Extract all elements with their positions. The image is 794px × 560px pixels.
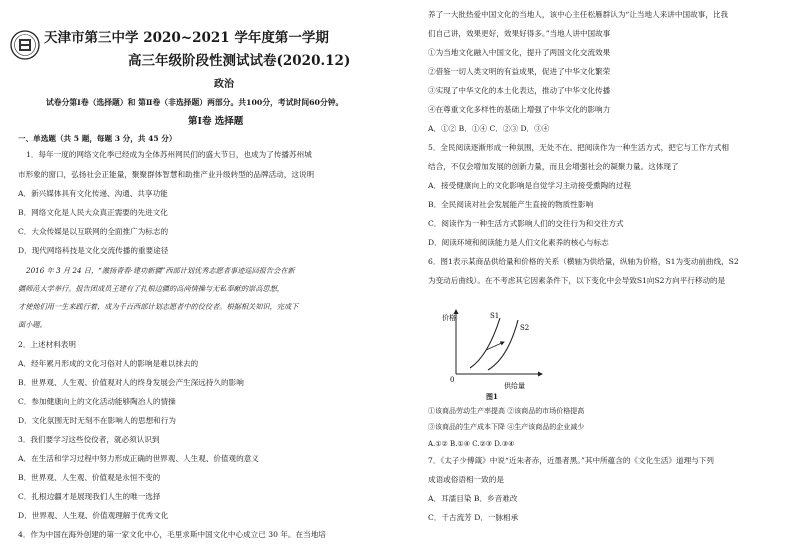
option-line: ③该商品的生产成本下降 ④生产该商品的企业减少 bbox=[428, 423, 585, 431]
figure-caption: 图1 bbox=[486, 392, 498, 401]
option-line: ①该商品劳动生产率提高 ②该商品的市场价格提高 bbox=[428, 407, 585, 415]
option-line: D．现代网络科技是文化交流传播的重要途径 bbox=[18, 246, 169, 255]
question-line: 6．图1表示某商品供给量和价格的关系（横轴为供给量，纵轴为价格，S1为变动前曲线，S2 bbox=[428, 257, 739, 266]
option-line: C．阅读作为一种生活方式影响人们的交往行为和交往方式 bbox=[428, 219, 624, 228]
option-line: C．扎根边疆才是展现我们人生的唯一选择 bbox=[18, 492, 161, 501]
material-line: 才使他们用一生来践行着，成为千百西部计划志愿者中的佼佼者。根据相关知识，完成下 bbox=[18, 302, 299, 311]
y-axis-label: 价格 bbox=[442, 314, 456, 322]
option-line: A．经年累月形成的文化习俗对人的影响是难以抹去的 bbox=[18, 359, 199, 368]
option-line: B．网络文化是人民大众真正需要的先进文化 bbox=[18, 208, 168, 217]
option-line: ③实现了中华文化的本土化表达，推动了中华文化传播 bbox=[428, 86, 611, 95]
question-line: 2．上述材料表明 bbox=[18, 340, 76, 349]
exam-title: 高三年级阶段性测试试卷(2020.12) bbox=[128, 53, 351, 69]
option-line: C．参加健康向上的文化活动能够陶冶人的情操 bbox=[18, 397, 176, 406]
answer-choices: A．①② B．①④ C．②③ D．③④ bbox=[428, 124, 550, 133]
option-line: A．新兴媒体具有文化传递、沟通、共享功能 bbox=[18, 189, 168, 198]
question-line: 结合，不仅会增加发展的创新力量，而且会增强社会的凝聚力量。这体现了 bbox=[428, 162, 679, 171]
option-line: C．千古流芳 D．一脉相承 bbox=[428, 513, 519, 522]
option-line: D．世界观、人生观、价值观理解于优秀文化 bbox=[18, 511, 169, 520]
question-line: 1．每年一度的网络文化季已经成为全体苏州网民们的盛大节日，也成为了传播苏州城 bbox=[26, 150, 312, 159]
material-line: 2016 年 3 月 24 日，“激扬青春·建功新疆”西部计划优秀志愿者事迹巡回报告会在新 bbox=[26, 266, 295, 275]
section-heading: 第Ⅰ卷 选择题 bbox=[188, 116, 244, 127]
s1-curve bbox=[470, 318, 500, 368]
option-line: ①为当地文化融入中国文化，提升了两国文化交流效果 bbox=[428, 48, 611, 57]
option-line: B．世界观、人生观、价值观是永恒不变的 bbox=[18, 473, 161, 482]
supply-curve-figure bbox=[442, 304, 547, 394]
material-line: 面小题。 bbox=[18, 320, 47, 329]
option-line: D．文化氛围无时无刻不在影响人的思想和行为 bbox=[18, 416, 176, 425]
question-line: 3．我们要学习这些佼佼者，就必须认识到 bbox=[18, 435, 160, 444]
answer-choices: A.①② B.①④ C.②③ D.③④ bbox=[428, 440, 515, 448]
s2-curve bbox=[488, 320, 518, 370]
option-line: A．接受健康向上的文化影响是自觉学习主动接受熏陶的过程 bbox=[428, 181, 631, 190]
question-line: 5．全民阅读逐渐形成一种氛围，无处不在。把阅读作为一种生活方式，把它与工作方式相 bbox=[428, 143, 729, 152]
option-line: ④在尊重文化多样性的基础上增强了中华文化的影响力 bbox=[428, 105, 611, 114]
part-heading: 一、单选题（共 5 题，每题 3 分，共 45 分） bbox=[18, 134, 177, 143]
option-line: C．大众传媒是以互联网的全面推广为标志的 bbox=[18, 227, 169, 236]
school-seal-logo bbox=[10, 30, 40, 60]
option-line: B．世界观、人生观、价值观对人的终身发展会产生深远持久的影响 bbox=[18, 378, 244, 387]
material-line: 疆师范大学举行。报告团成员王建有了扎根边疆的高尚情操与无私奉献的崇高思想， bbox=[18, 284, 284, 293]
exam-info: 试卷分第Ⅰ卷（选择题）和 第Ⅱ卷（非选择题）两部分。共100分，考试时间60分钟。 bbox=[46, 98, 344, 107]
question-line: 们自己讲，效果更好，效果好得多。”当地人讲中国故事 bbox=[428, 29, 611, 38]
question-line: 4．作为中国在海外创建的第一家文化中心，毛里求斯中国文化中心成立已 30 年。在当地培 bbox=[18, 530, 326, 539]
question-line: 为变动后曲线）。在不考虑其它因素条件下，以下变化中会导致S1向S2方向平行移动的是 bbox=[428, 276, 726, 285]
question-line: 养了一大批热爱中国文化的当地人，该中心主任松雁群认为“让当地人来讲中国故事，比我 bbox=[428, 10, 729, 19]
origin-label: 0 bbox=[450, 376, 455, 384]
option-line: A．在生活和学习过程中努力形成正确的世界观、人生观、价值观的意义 bbox=[18, 454, 259, 463]
school-title: 天津市第三中学 2020~2021 学年度第一学期 bbox=[44, 30, 329, 46]
question-line: 7．《太子少傅箴》中说“近朱者赤，近墨者黑。”其中所蕴含的《文化生活》道理与下列 bbox=[428, 456, 714, 465]
option-line: D．阅读环境和阅读能力是人们文化素养的核心与标志 bbox=[428, 238, 609, 247]
option-line: A．耳濡目染 B．乡音难改 bbox=[428, 494, 518, 503]
x-axis-label: 供给量 bbox=[504, 382, 525, 390]
option-line: ②借鉴一切人类文明的有益成果，促进了中华文化繁荣 bbox=[428, 67, 611, 76]
question-line: 市形象的窗口，弘扬社会正能量，聚聚群体智慧和助推产业升级转型的品牌活动，这说明 bbox=[18, 170, 315, 179]
option-line: B．全民阅读对社会发展能产生直接的物质性影响 bbox=[428, 200, 594, 209]
subject-title: 政治 bbox=[214, 79, 234, 90]
s1-label: S1 bbox=[490, 312, 500, 320]
s2-label: S2 bbox=[520, 324, 530, 332]
question-line: 成语或俗语相一致的是 bbox=[428, 475, 504, 484]
